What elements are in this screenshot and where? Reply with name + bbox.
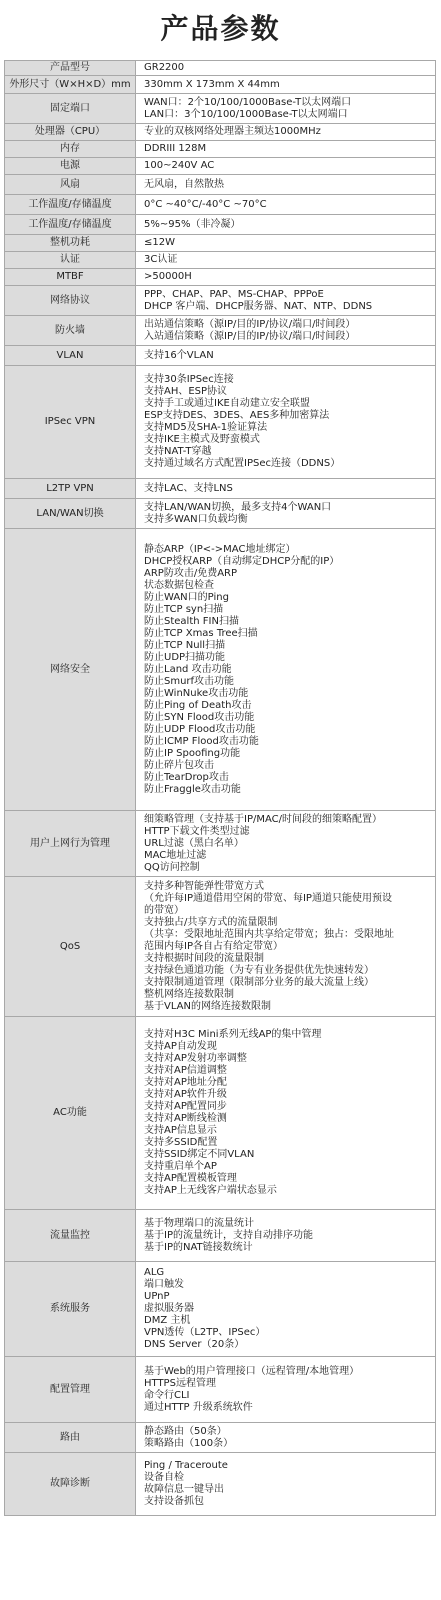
spec-label: 处理器（CPU）	[5, 124, 136, 141]
spec-value-line: 支持手工或通过IKE自动建立安全联盟	[144, 398, 310, 409]
spec-value-line: 支持NAT-T穿越	[144, 446, 212, 457]
spec-value-line: 出站通信策略（源IP/目的IP/协议/端口/时间段）	[144, 318, 356, 330]
spec-row	[5, 195, 436, 215]
spec-row	[5, 479, 436, 499]
spec-value-line: 基于IP的NAT链接数统计	[144, 1241, 253, 1253]
spec-value-line: 的带宽）	[144, 904, 184, 916]
spec-value-line: 防止UDP扫描功能	[144, 651, 226, 663]
spec-value	[136, 252, 436, 269]
spec-value-line: URL过滤（黑白名单）	[144, 837, 244, 849]
spec-value-line: 虚拟服务器	[144, 1303, 194, 1314]
spec-label: 网络协议	[5, 286, 136, 316]
spec-value-line: 防止WinNuke攻击功能	[144, 687, 249, 699]
spec-row	[5, 366, 436, 479]
spec-value-line: 支持多WAN口负载均衡	[144, 513, 248, 525]
spec-value-line: ≤12W	[144, 237, 175, 248]
spec-row	[5, 158, 436, 175]
spec-row	[5, 1210, 436, 1262]
spec-row	[5, 1017, 436, 1210]
spec-value-line: 基于IP的流量统计，支持自动排序功能	[144, 1229, 313, 1241]
spec-value-line: MAC地址过滤	[144, 849, 207, 861]
spec-value-line: （共享：受限地址范围内共享给定带宽；独占：受限地址	[144, 928, 394, 940]
spec-label: 工作温度/存储温度	[5, 215, 136, 235]
spec-label: 认证	[5, 252, 136, 269]
spec-value-line: ARP防攻击/免费ARP	[144, 567, 238, 579]
spec-label: 故障诊断	[5, 1453, 136, 1516]
spec-value-line: VPN透传（L2TP、IPSec）	[144, 1327, 266, 1338]
spec-value-line: 入站通信策略（源IP/目的IP/协议/端口/时间段）	[144, 330, 356, 342]
spec-value	[136, 215, 436, 235]
spec-value-line: DHCP授权ARP（自动绑定DHCP分配的IP）	[144, 555, 340, 567]
spec-label: L2TP VPN	[5, 479, 136, 499]
spec-row	[5, 1262, 436, 1357]
spec-value	[136, 346, 436, 366]
spec-label: 产品型号	[5, 61, 136, 76]
spec-value-line: 防止TCP syn扫描	[144, 603, 224, 615]
spec-value	[136, 124, 436, 141]
spec-label: 路由	[5, 1423, 136, 1453]
spec-row	[5, 346, 436, 366]
spec-value-line: 范围内每IP各自占有给定带宽）	[144, 940, 283, 952]
spec-value-line: 支持对AP配置同步	[144, 1101, 227, 1112]
spec-value	[136, 1017, 436, 1210]
spec-value-line: 3C认证	[144, 254, 178, 265]
spec-value-line: 基于Web的用户管理接口（远程管理/本地管理）	[144, 1365, 360, 1377]
spec-row	[5, 252, 436, 269]
spec-value	[136, 811, 436, 877]
spec-value-line: 330mm X 173mm X 44mm	[144, 78, 280, 90]
spec-value-line: 支持LAN/WAN切换，最多支持4个WAN口	[144, 501, 332, 513]
spec-row	[5, 286, 436, 316]
spec-label: QoS	[5, 877, 136, 1017]
spec-value-line: 支持独占/共享方式的流量限制	[144, 916, 278, 928]
spec-value	[136, 877, 436, 1017]
spec-row	[5, 175, 436, 195]
spec-value-line: 支持设备抓包	[144, 1496, 204, 1507]
spec-value-line: GR2200	[144, 62, 185, 73]
spec-value-line: 支持IKE主模式及野蛮模式	[144, 434, 260, 445]
spec-label: 外形尺寸（W×H×D）mm	[5, 76, 136, 94]
spec-row	[5, 76, 436, 94]
spec-label: 内存	[5, 141, 136, 158]
spec-value-line: 0°C ~40°C/-40°C ~70°C	[144, 198, 267, 210]
spec-value	[136, 175, 436, 195]
spec-value	[136, 1210, 436, 1262]
spec-row	[5, 529, 436, 811]
spec-value-line: 策略路由（100条）	[144, 1437, 234, 1449]
spec-value-line: 支持对H3C Mini系列无线AP的集中管理	[144, 1029, 322, 1040]
spec-value-line: 支持30条IPSec连接	[144, 374, 234, 385]
spec-value-line: >50000H	[144, 271, 192, 282]
spec-value-line: 防止IP Spoofing功能	[144, 747, 241, 759]
spec-value	[136, 366, 436, 479]
spec-value-line: （允许每IP通道借用空闲的带宽、每IP通道只能使用预设	[144, 892, 392, 904]
spec-value	[136, 94, 436, 124]
spec-value-line: 通过HTTP 升级系统软件	[144, 1401, 253, 1413]
spec-value-line: Ping / Traceroute	[144, 1460, 228, 1471]
spec-value-line: 支持AP配置模板管理	[144, 1173, 237, 1184]
spec-value-line: 支持重启单个AP	[144, 1161, 217, 1172]
spec-row	[5, 877, 436, 1017]
spec-row	[5, 1453, 436, 1516]
spec-value-line: 支持对AP断线检测	[144, 1113, 227, 1124]
spec-value-line: ESP支持DES、3DES、AES多种加密算法	[144, 410, 330, 421]
spec-value-line: 防止ICMP Flood攻击功能	[144, 735, 259, 747]
spec-value-line: 支持AP自动发现	[144, 1041, 217, 1052]
spec-label: MTBF	[5, 269, 136, 286]
spec-table-body	[5, 61, 436, 1516]
spec-value-line: 防止UDP Flood攻击功能	[144, 723, 256, 735]
spec-value-line: 防止碎片包攻击	[144, 759, 214, 771]
spec-value	[136, 316, 436, 346]
spec-value-line: 基于物理端口的流量统计	[144, 1217, 254, 1229]
spec-value-line: 端口触发	[144, 1279, 184, 1290]
spec-value	[136, 1262, 436, 1357]
spec-table	[4, 60, 436, 1516]
spec-value	[136, 529, 436, 811]
spec-value-line: 防止TearDrop攻击	[144, 771, 229, 783]
spec-value-line: 静态ARP（IP<->MAC地址绑定）	[144, 543, 296, 555]
spec-row	[5, 215, 436, 235]
spec-value-line: 防止Fraggle攻击功能	[144, 783, 241, 795]
spec-value	[136, 158, 436, 175]
spec-value-line: 防止TCP Xmas Tree扫描	[144, 627, 258, 639]
spec-value-line: DNS Server（20条）	[144, 1339, 245, 1350]
spec-value-line: UPnP	[144, 1291, 170, 1302]
spec-label: 整机功耗	[5, 235, 136, 252]
spec-value-line: 支持通过域名方式配置IPSec连接（DDNS）	[144, 458, 341, 469]
spec-value	[136, 61, 436, 76]
spec-value-line: 支持对AP发射功率调整	[144, 1053, 247, 1064]
spec-value-line: WAN口：2个10/100/1000Base-T以太网端口	[144, 96, 352, 108]
spec-value-line: 支持LAC、支持LNS	[144, 482, 233, 494]
spec-value-line: 防止WAN口的Ping	[144, 591, 229, 603]
spec-value-line: HTTPS远程管理	[144, 1377, 216, 1389]
spec-value-line: LAN口：3个10/100/1000Base-T以太网端口	[144, 108, 348, 120]
spec-label: 防火墙	[5, 316, 136, 346]
spec-value-line: 5%~95%（非冷凝）	[144, 218, 241, 230]
spec-value	[136, 269, 436, 286]
spec-value-line: 整机网络连接数限制	[144, 988, 234, 1000]
spec-row	[5, 269, 436, 286]
spec-label: 系统服务	[5, 1262, 136, 1357]
spec-label: 电源	[5, 158, 136, 175]
spec-value-line: 命令行CLI	[144, 1389, 190, 1401]
spec-value	[136, 141, 436, 158]
spec-value-line: 支持绿色通道功能（为专有业务提供优先快速转发）	[144, 964, 374, 976]
spec-value-line: 状态数据包检查	[144, 579, 214, 591]
spec-value-line: 支持根据时间段的流量限制	[144, 952, 264, 964]
spec-value-line: 支持AH、ESP协议	[144, 386, 228, 397]
spec-row	[5, 61, 436, 76]
spec-label: 固定端口	[5, 94, 136, 124]
spec-label: 风扇	[5, 175, 136, 195]
spec-value	[136, 286, 436, 316]
spec-label: 流量监控	[5, 1210, 136, 1262]
spec-value-line: 故障信息一键导出	[144, 1484, 224, 1495]
spec-value	[136, 1423, 436, 1453]
spec-value-line: 支持限制通道管理（限制部分业务的最大流量上线）	[144, 976, 374, 988]
spec-value-line: HTTP下载文件类型过滤	[144, 825, 250, 837]
spec-value-line: 基于VLAN的网络连接数限制	[144, 1000, 271, 1012]
spec-value-line: 防止Land 攻击功能	[144, 663, 232, 675]
spec-value	[136, 76, 436, 94]
spec-value-line: 专业的双核网络处理器主频达1000MHz	[144, 126, 321, 137]
spec-row	[5, 811, 436, 877]
spec-row	[5, 94, 436, 124]
spec-row	[5, 141, 436, 158]
spec-value-line: 支持对AP信道调整	[144, 1065, 227, 1076]
spec-label: 工作温度/存储温度	[5, 195, 136, 215]
spec-value-line: 支持多种智能弹性带宽方式	[144, 880, 264, 892]
spec-value	[136, 499, 436, 529]
spec-value-line: 设备自检	[144, 1472, 184, 1483]
spec-value-line: 100~240V AC	[144, 160, 215, 171]
spec-label: 网络安全	[5, 529, 136, 811]
spec-value-line: DHCP 客户端、DHCP服务器、NAT、NTP、DDNS	[144, 300, 373, 312]
spec-value-line: 防止Stealth FIN扫描	[144, 615, 239, 627]
spec-value-line: 防止SYN Flood攻击功能	[144, 711, 255, 723]
spec-value-line: 防止Smurf攻击功能	[144, 675, 235, 687]
spec-value-line: 支持AP上无线客户端状态显示	[144, 1185, 277, 1196]
spec-value-line: 支持SSID绑定不同VLAN	[144, 1149, 255, 1160]
spec-value-line: ALG	[144, 1267, 165, 1278]
spec-value-line: 支持多SSID配置	[144, 1137, 218, 1148]
spec-value	[136, 479, 436, 499]
spec-value-line: 无风扇，自然散热	[144, 178, 224, 190]
spec-value-line: 防止TCP Null扫描	[144, 639, 226, 651]
spec-row	[5, 1423, 436, 1453]
spec-value-line: 支持对AP地址分配	[144, 1077, 227, 1088]
spec-label: AC功能	[5, 1017, 136, 1210]
spec-value-line: 支持16个VLAN	[144, 349, 214, 361]
spec-label: IPSec VPN	[5, 366, 136, 479]
spec-row	[5, 316, 436, 346]
spec-value	[136, 1453, 436, 1516]
spec-label: VLAN	[5, 346, 136, 366]
spec-value-line: 细策略管理（支持基于IP/MAC/时间段的细策略配置）	[144, 813, 382, 825]
spec-label: 用户上网行为管理	[5, 811, 136, 877]
spec-label: 配置管理	[5, 1357, 136, 1423]
spec-label: LAN/WAN切换	[5, 499, 136, 529]
spec-value-line: 静态路由（50条）	[144, 1425, 227, 1437]
spec-value-line: DDRIII 128M	[144, 143, 207, 154]
page-title: 产品参数	[160, 12, 281, 45]
spec-value-line: DMZ 主机	[144, 1315, 191, 1326]
spec-value-line: 防止Ping of Death攻击	[144, 699, 252, 711]
spec-row	[5, 1357, 436, 1423]
spec-value	[136, 195, 436, 215]
spec-value	[136, 1357, 436, 1423]
spec-value-line: 支持MD5及SHA-1验证算法	[144, 422, 268, 433]
spec-value-line: QQ访问控制	[144, 861, 200, 873]
spec-value-line: PPP、CHAP、PAP、MS-CHAP、PPPoE	[144, 288, 324, 300]
spec-row	[5, 499, 436, 529]
spec-value-line: 支持AP信息显示	[144, 1125, 217, 1136]
spec-row	[5, 235, 436, 252]
spec-value	[136, 235, 436, 252]
spec-row	[5, 124, 436, 141]
spec-value-line: 支持对AP软件升级	[144, 1089, 227, 1100]
